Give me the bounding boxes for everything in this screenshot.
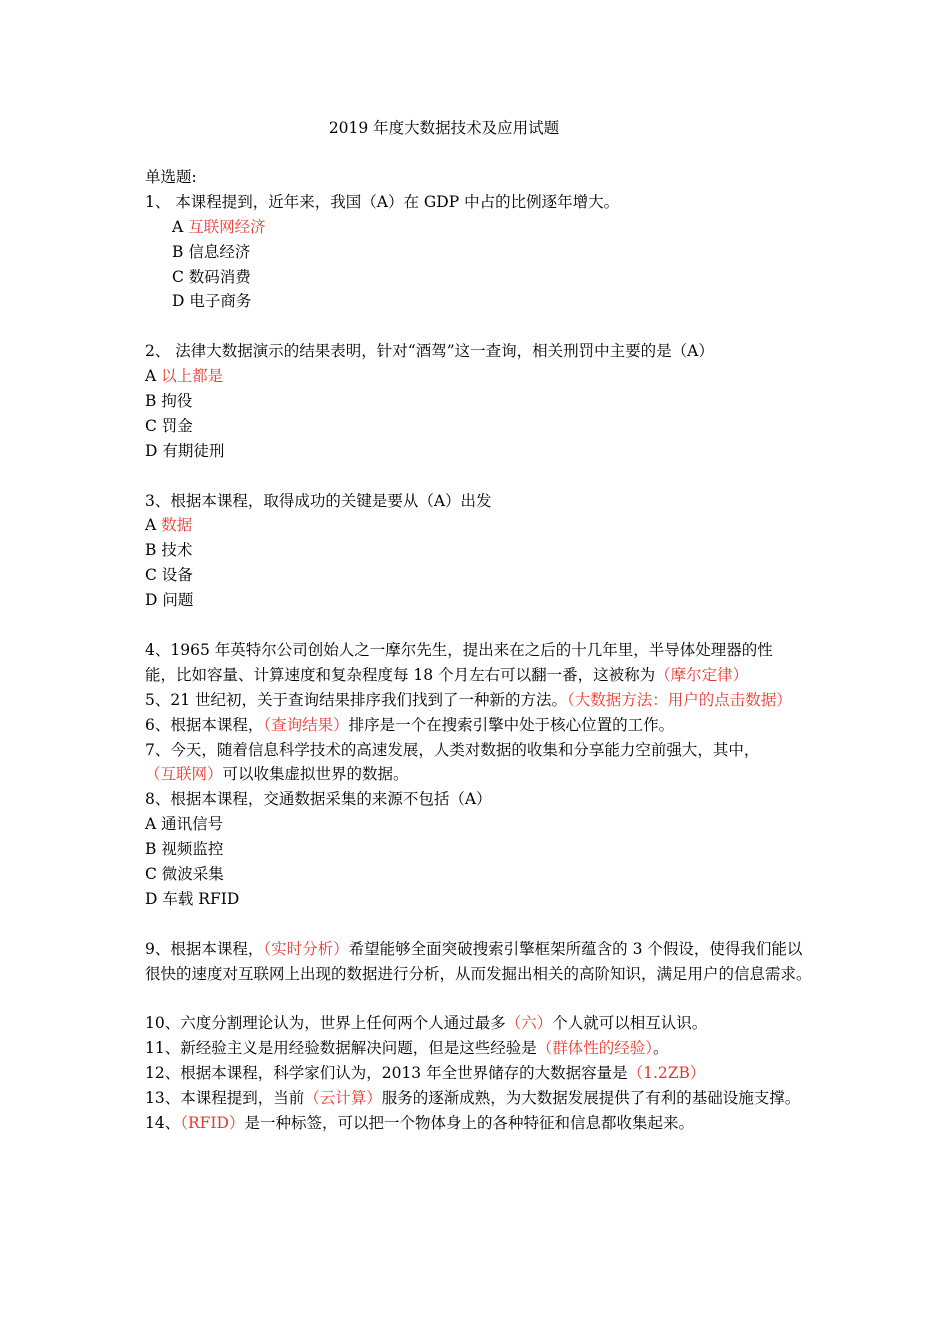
q12 — [145, 1061, 817, 1086]
q5 — [145, 688, 817, 713]
spacer — [145, 912, 817, 937]
spacer — [145, 464, 817, 489]
q4-line-1: 4、1965 年英特尔公司创始人之一摩尔先生，提出来在之后的十几年里，半导体处理器的性 — [145, 640, 773, 659]
q1-option-b: B 信息经济 — [172, 242, 251, 261]
spacer — [145, 613, 817, 638]
question-text: 5、21 世纪初，关于查询结果排序我们找到了一种新的方法。 — [145, 690, 568, 709]
q8-option-c: C 微波采集 — [145, 864, 224, 883]
q2-option-d: D 有期徒刑 — [145, 441, 225, 460]
question-text: 。 — [653, 1039, 669, 1058]
correct-answer: （1.2ZB） — [627, 1064, 706, 1083]
q10 — [145, 1011, 817, 1036]
question-text: 11、新经验主义是用经验数据解决问题，但是这些经验是 — [145, 1039, 537, 1058]
question-text: 12、根据本课程，科学家们认为，2013 年全世界储存的大数据容量是 — [145, 1064, 628, 1083]
question-text: 服务的逐渐成熟，为大数据发展提供了有利的基础设施支撑。 — [381, 1089, 801, 1107]
option-letter: A — [145, 367, 162, 386]
q8-option-a: A 通讯信号 — [145, 815, 224, 834]
question-text: 13、本课程提到，当前 — [145, 1089, 305, 1107]
q6 — [145, 713, 817, 738]
question-text: 10、六度分割理论认为，世界上任何两个人通过最多 — [145, 1014, 506, 1033]
q3-stem: 3、根据本课程，取得成功的关键是要从（A）出发 — [145, 491, 492, 510]
option-letter: A — [172, 217, 189, 236]
correct-answer: 数据 — [161, 516, 193, 535]
question-text: 排序是一个在搜索引擎中处于核心位置的工作。 — [348, 715, 675, 734]
correct-answer: （查询结果） — [263, 715, 349, 734]
q9 — [145, 937, 817, 987]
correct-answer: （RFID） — [180, 1113, 245, 1132]
q2-option-a — [145, 364, 817, 389]
question-text: 能，比如容量、计算速度和复杂程度每 18 个月左右可以翻一番，这被称为 — [145, 665, 656, 684]
correct-answer: （群体性的经验） — [536, 1039, 653, 1058]
correct-answer: （云计算） — [304, 1089, 382, 1107]
q3-option-d: D 问题 — [145, 591, 194, 610]
correct-answer: （摩尔定律） — [655, 665, 749, 684]
q2-stem: 2、 法律大数据演示的结果表明，针对“酒驾”这一查询，相关刑罚中主要的是（A） — [145, 342, 714, 361]
q3-option-b: B 技术 — [145, 541, 193, 560]
question-text: 个人就可以相互认识。 — [552, 1014, 708, 1033]
correct-answer: （实时分析） — [263, 939, 349, 958]
question-text: 9、根据本课程， — [145, 939, 264, 958]
document-body — [145, 165, 817, 1136]
q2-option-c: C 罚金 — [145, 416, 193, 435]
correct-answer: （大数据方法：用户的点击数据） — [567, 690, 792, 709]
q8-stem: 8、根据本课程，交通数据采集的来源不包括（A） — [145, 790, 492, 809]
q7-line-1: 7、今天，随着信息科学技术的高速发展，人类对数据的收集和分享能力空前强大，其中， — [145, 740, 760, 759]
q13 — [145, 1086, 817, 1111]
spacer — [145, 986, 817, 1011]
option-letter: A — [145, 516, 162, 535]
question-text: 希望能够全面突破搜索引擎框架所蕴含的 3 个假设，使得我们能以很快的速度对互联网上出现的数据进行分析，从而发掘出相关的高阶知识，满足用户的信息需求。 — [145, 939, 812, 983]
q4-line-2 — [145, 663, 817, 688]
correct-answer: 互联网经济 — [188, 217, 266, 236]
correct-answer: （互联网） — [145, 765, 223, 784]
correct-answer: 以上都是 — [161, 367, 224, 386]
question-text: 14、 — [145, 1113, 181, 1132]
q1-option-a — [145, 215, 817, 240]
correct-answer: （六） — [505, 1014, 553, 1033]
q11 — [145, 1036, 817, 1061]
page-title: 2019 年度大数据技术及应用试题 — [328, 119, 560, 137]
q1-stem: 1、 本课程提到，近年来，我国（A）在 GDP 中占的比例逐年增大。 — [145, 192, 620, 211]
q3-option-c: C 设备 — [145, 566, 193, 585]
q8-option-d: D 车载 RFID — [145, 889, 240, 908]
q3-option-a — [145, 513, 817, 538]
q7-line-2 — [145, 762, 817, 787]
q8-option-b: B 视频监控 — [145, 840, 224, 859]
question-text: 6、根据本课程， — [145, 715, 264, 734]
q2-option-b: B 拘役 — [145, 392, 193, 411]
q14 — [145, 1111, 817, 1136]
q1-option-d: D 电子商务 — [172, 292, 252, 311]
question-text: 可以收集虚拟世界的数据。 — [222, 765, 409, 784]
question-text: 是一种标签，可以把一个物体身上的各种特征和信息都收集起来。 — [244, 1113, 694, 1132]
spacer — [145, 314, 817, 339]
q1-option-c: C 数码消费 — [172, 267, 251, 286]
section-heading: 单选题: — [145, 168, 197, 186]
